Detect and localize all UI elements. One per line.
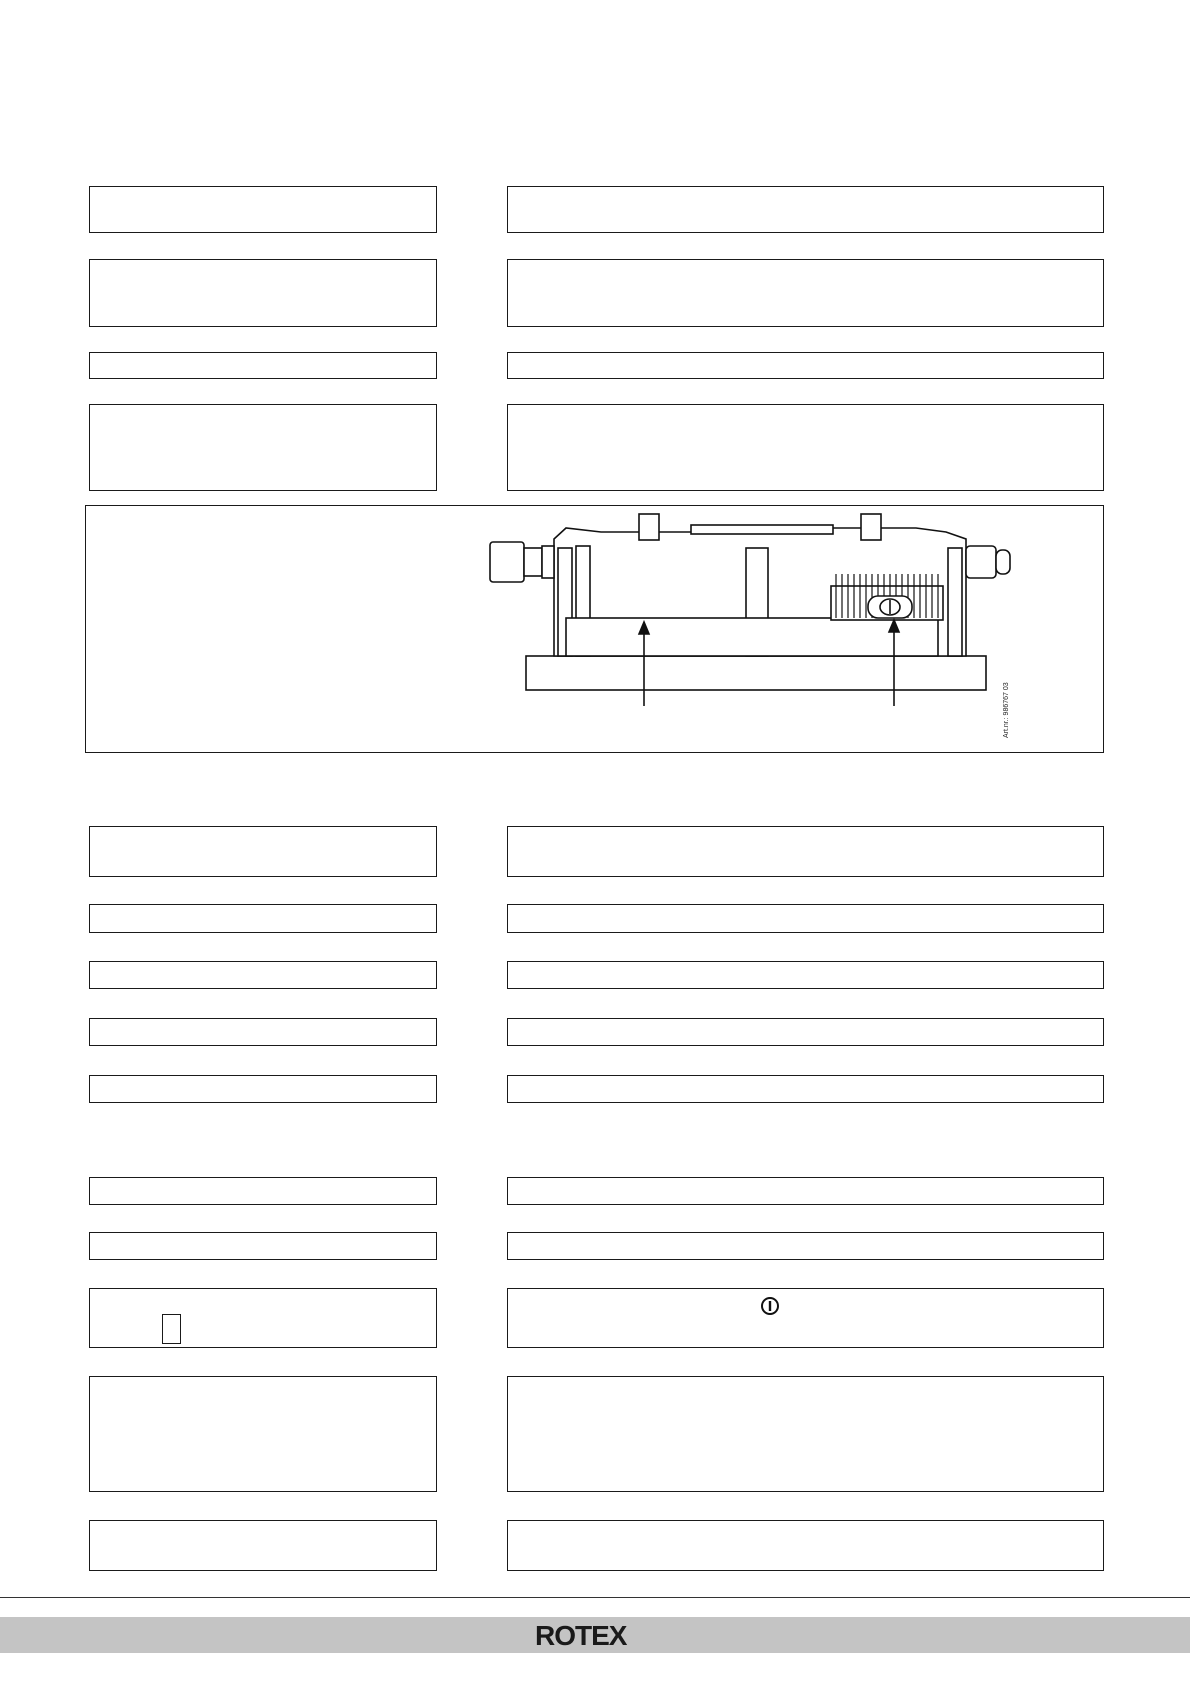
base-plate [526,656,986,690]
key-symbol-rectangle [162,1314,181,1344]
table2-right-row3 [507,961,1104,989]
table1-left-row1 [89,186,437,233]
table1-right-row1 [507,186,1104,233]
left-fitting-sleeve [542,546,554,578]
table3-left-row3 [89,1288,437,1348]
table2-right-row2 [507,904,1104,933]
table1-right-row2 [507,259,1104,327]
art-number-label: Art.nr.: 986767 03 [1003,682,1010,738]
switch-knob [868,596,912,618]
top-plate [691,525,833,534]
table2-left-row3 [89,961,437,989]
footer-divider [0,1597,1190,1598]
right-pipe [948,548,962,656]
power-icon [760,1296,780,1316]
table2-left-row5 [89,1075,437,1103]
rotex-logo: ROTEX [535,1620,627,1651]
right-fitting [966,546,996,578]
table3-right-row3 [507,1288,1104,1348]
table3-left-row1 [89,1177,437,1205]
table3-left-row4 [89,1376,437,1492]
top-post-left [639,514,659,540]
device-side-view-drawing [86,506,1105,754]
table1-left-row4 [89,404,437,491]
table1-left-row3 [89,352,437,379]
table1-left-row2 [89,259,437,327]
table1-right-row4 [507,404,1104,491]
table2-right-row5 [507,1075,1104,1103]
left-fitting-collar [524,548,542,576]
table2-left-row2 [89,904,437,933]
table3-left-row5 [89,1520,437,1571]
left-fitting-nut [490,542,524,582]
table3-right-row5 [507,1520,1104,1571]
table3-left-row2 [89,1232,437,1260]
table2-left-row1 [89,826,437,877]
electronics-module [566,618,938,656]
device-side-view-figure [85,505,1104,753]
table3-right-row4 [507,1376,1104,1492]
right-fitting-cap [996,550,1010,574]
table2-right-row4 [507,1018,1104,1046]
table3-right-row1 [507,1177,1104,1205]
table2-left-row4 [89,1018,437,1046]
table3-right-row2 [507,1232,1104,1260]
top-post-right [861,514,881,540]
table1-right-row3 [507,352,1104,379]
table2-right-row1 [507,826,1104,877]
